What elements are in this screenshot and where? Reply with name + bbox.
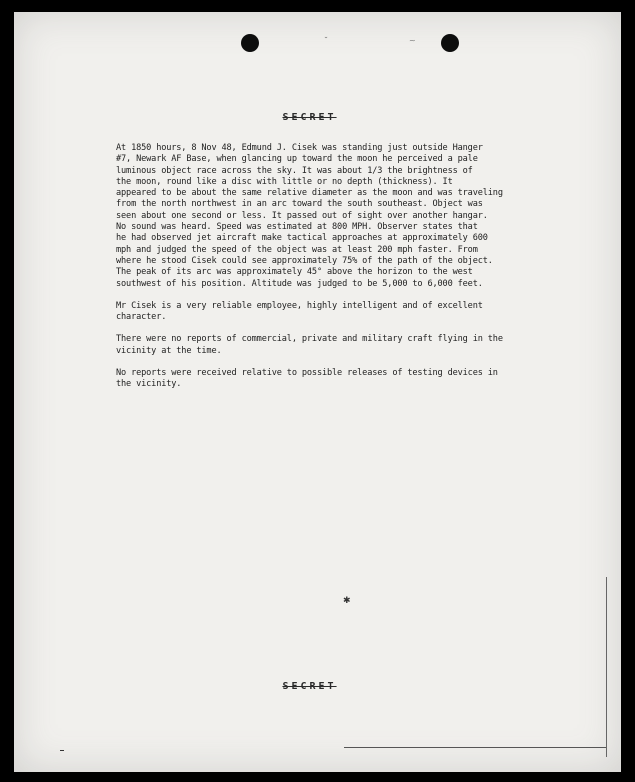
classification-header: SECRET: [282, 112, 337, 123]
report-body: [116, 143, 556, 402]
scan-edge-line: [606, 577, 607, 757]
punch-hole-left: [241, 34, 259, 52]
scan-edge-tick: [60, 750, 64, 751]
paragraph-sighting: At 1850 hours, 8 Nov 48, Edmund J. Cisek was standing just outside Hanger #7, Newark AF Base, when glancing up toward the moon he perceived a pale luminous object race across the sky. It was about 1/3 the brightness of the moon, round like a disc with little or no depth (thickness). It appeared to be about the same relative diameter as the moon and was traveling from the north northwest in an arc toward the south southeast. Object was seen about one second or less. It passed out of sight over another hangar. No sound was heard. Speed was estimated at 800 MPH. Observer states that he had observed jet aircraft make tactical approaches at approximately 600 mph and judged the speed of the object was at least 200 mph faster. From where he stood Cisek could see approximately 75% of the path of the object. The peak of its arc was approximately 45° above the horizon to the west southwest of his position. Altitude was judged to be 5,000 to 6,000 feet.: [116, 143, 503, 289]
punch-hole-right: [441, 34, 459, 52]
stray-ink-mark: ✱: [343, 596, 351, 606]
document-page: [14, 12, 621, 772]
stray-ink-mark: ~: [409, 36, 416, 45]
stray-ink-mark: ˘: [324, 36, 328, 45]
paragraph-testing: No reports were received relative to possible releases of testing devices in the vicinity.: [116, 368, 498, 390]
paragraph-witness: Mr Cisek is a very reliable employee, highly intelligent and of excellent character.: [116, 300, 483, 323]
classification-footer: SECRET: [282, 681, 337, 692]
paragraph-aircraft: There were no reports of commercial, private and military craft flying in the vicinity at the time.: [116, 334, 503, 356]
scan-edge-line: [344, 747, 606, 748]
